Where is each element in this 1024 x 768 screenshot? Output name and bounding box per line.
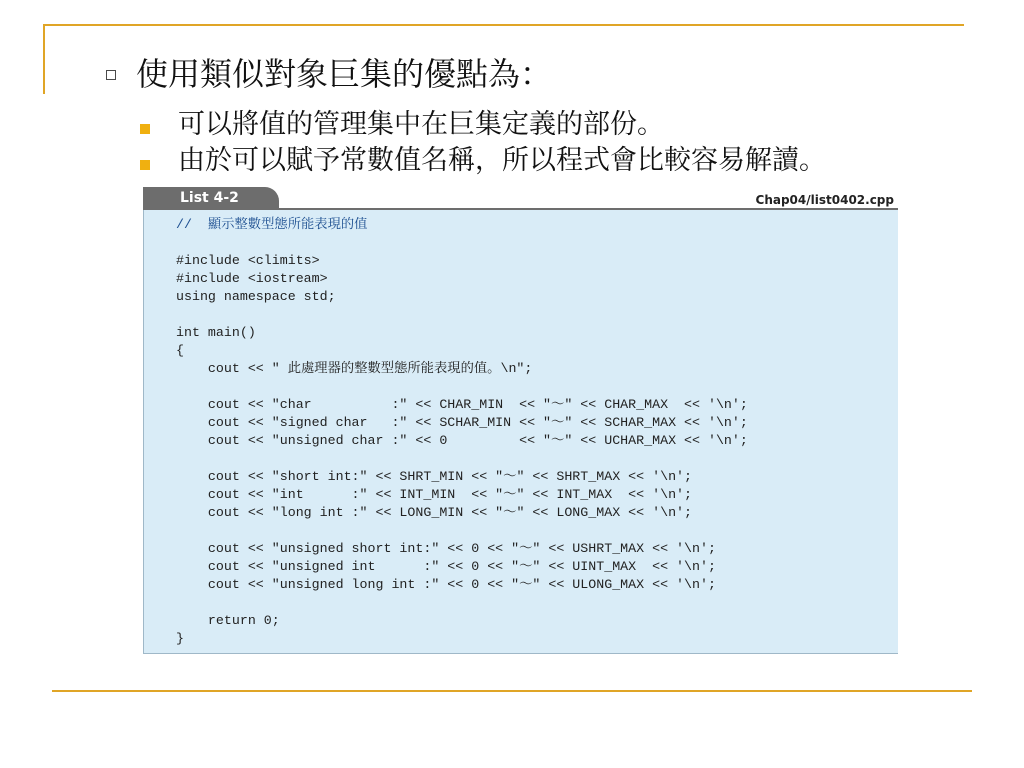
bullet-text-1: 可以將值的管理集中在巨集定義的部份。	[178, 109, 664, 140]
code-line: cout << "long int :" << LONG_MIN << "～" << LONG_MAX << '\n';	[176, 505, 693, 520]
code-line: return 0;	[176, 613, 280, 628]
code-line: cout << "unsigned int :" << 0 << "～" << UINT_MAX << '\n';	[176, 559, 716, 574]
bullet-text-2: 由於可以賦予常數值名稱，所以程式會比較容易解讀。	[178, 145, 826, 176]
listing-tab	[143, 187, 279, 209]
code-line: {	[176, 343, 184, 358]
code-line: cout << " 此處理器的整數型態所能表現的值。\n";	[176, 361, 533, 376]
code-line: int main()	[176, 325, 256, 340]
code-line: using namespace std;	[176, 289, 336, 304]
code-listing	[176, 216, 748, 648]
code-line: cout << "short int:" << SHRT_MIN << "～" << SHRT_MAX << '\n';	[176, 469, 693, 484]
code-line: }	[176, 631, 184, 646]
code-line: cout << "unsigned long int :" << 0 << "～" << ULONG_MAX << '\n';	[176, 577, 716, 592]
square-bullet-icon	[140, 124, 150, 134]
code-line: #include <climits>	[176, 253, 320, 268]
code-line: cout << "unsigned short int:" << 0 << "～" << USHRT_MAX << '\n';	[176, 541, 716, 556]
code-line: // 顯示整數型態所能表現的值	[176, 217, 368, 232]
code-line: #include <iostream>	[176, 271, 328, 286]
code-line: cout << "char :" << CHAR_MIN << "～" << CHAR_MAX << '\n';	[176, 397, 748, 412]
slide-title: 使用類似對象巨集的優點為：	[136, 55, 553, 93]
left-rule	[43, 24, 45, 94]
top-rule	[43, 24, 964, 26]
square-bullet-icon	[140, 160, 150, 170]
listing-file-path: Chap04/list0402.cpp	[755, 193, 894, 207]
listing-label: List 4-2	[180, 190, 239, 206]
bottom-rule	[52, 690, 972, 692]
hollow-square-bullet-icon	[106, 70, 116, 80]
code-panel-mask	[898, 594, 904, 654]
code-line: cout << "signed char :" << SCHAR_MIN << "～" << SCHAR_MAX << '\n';	[176, 415, 748, 430]
code-line: cout << "int :" << INT_MIN << "～" << INT_MAX << '\n';	[176, 487, 693, 502]
code-line: cout << "unsigned char :" << 0 << "～" << UCHAR_MAX << '\n';	[176, 433, 748, 448]
